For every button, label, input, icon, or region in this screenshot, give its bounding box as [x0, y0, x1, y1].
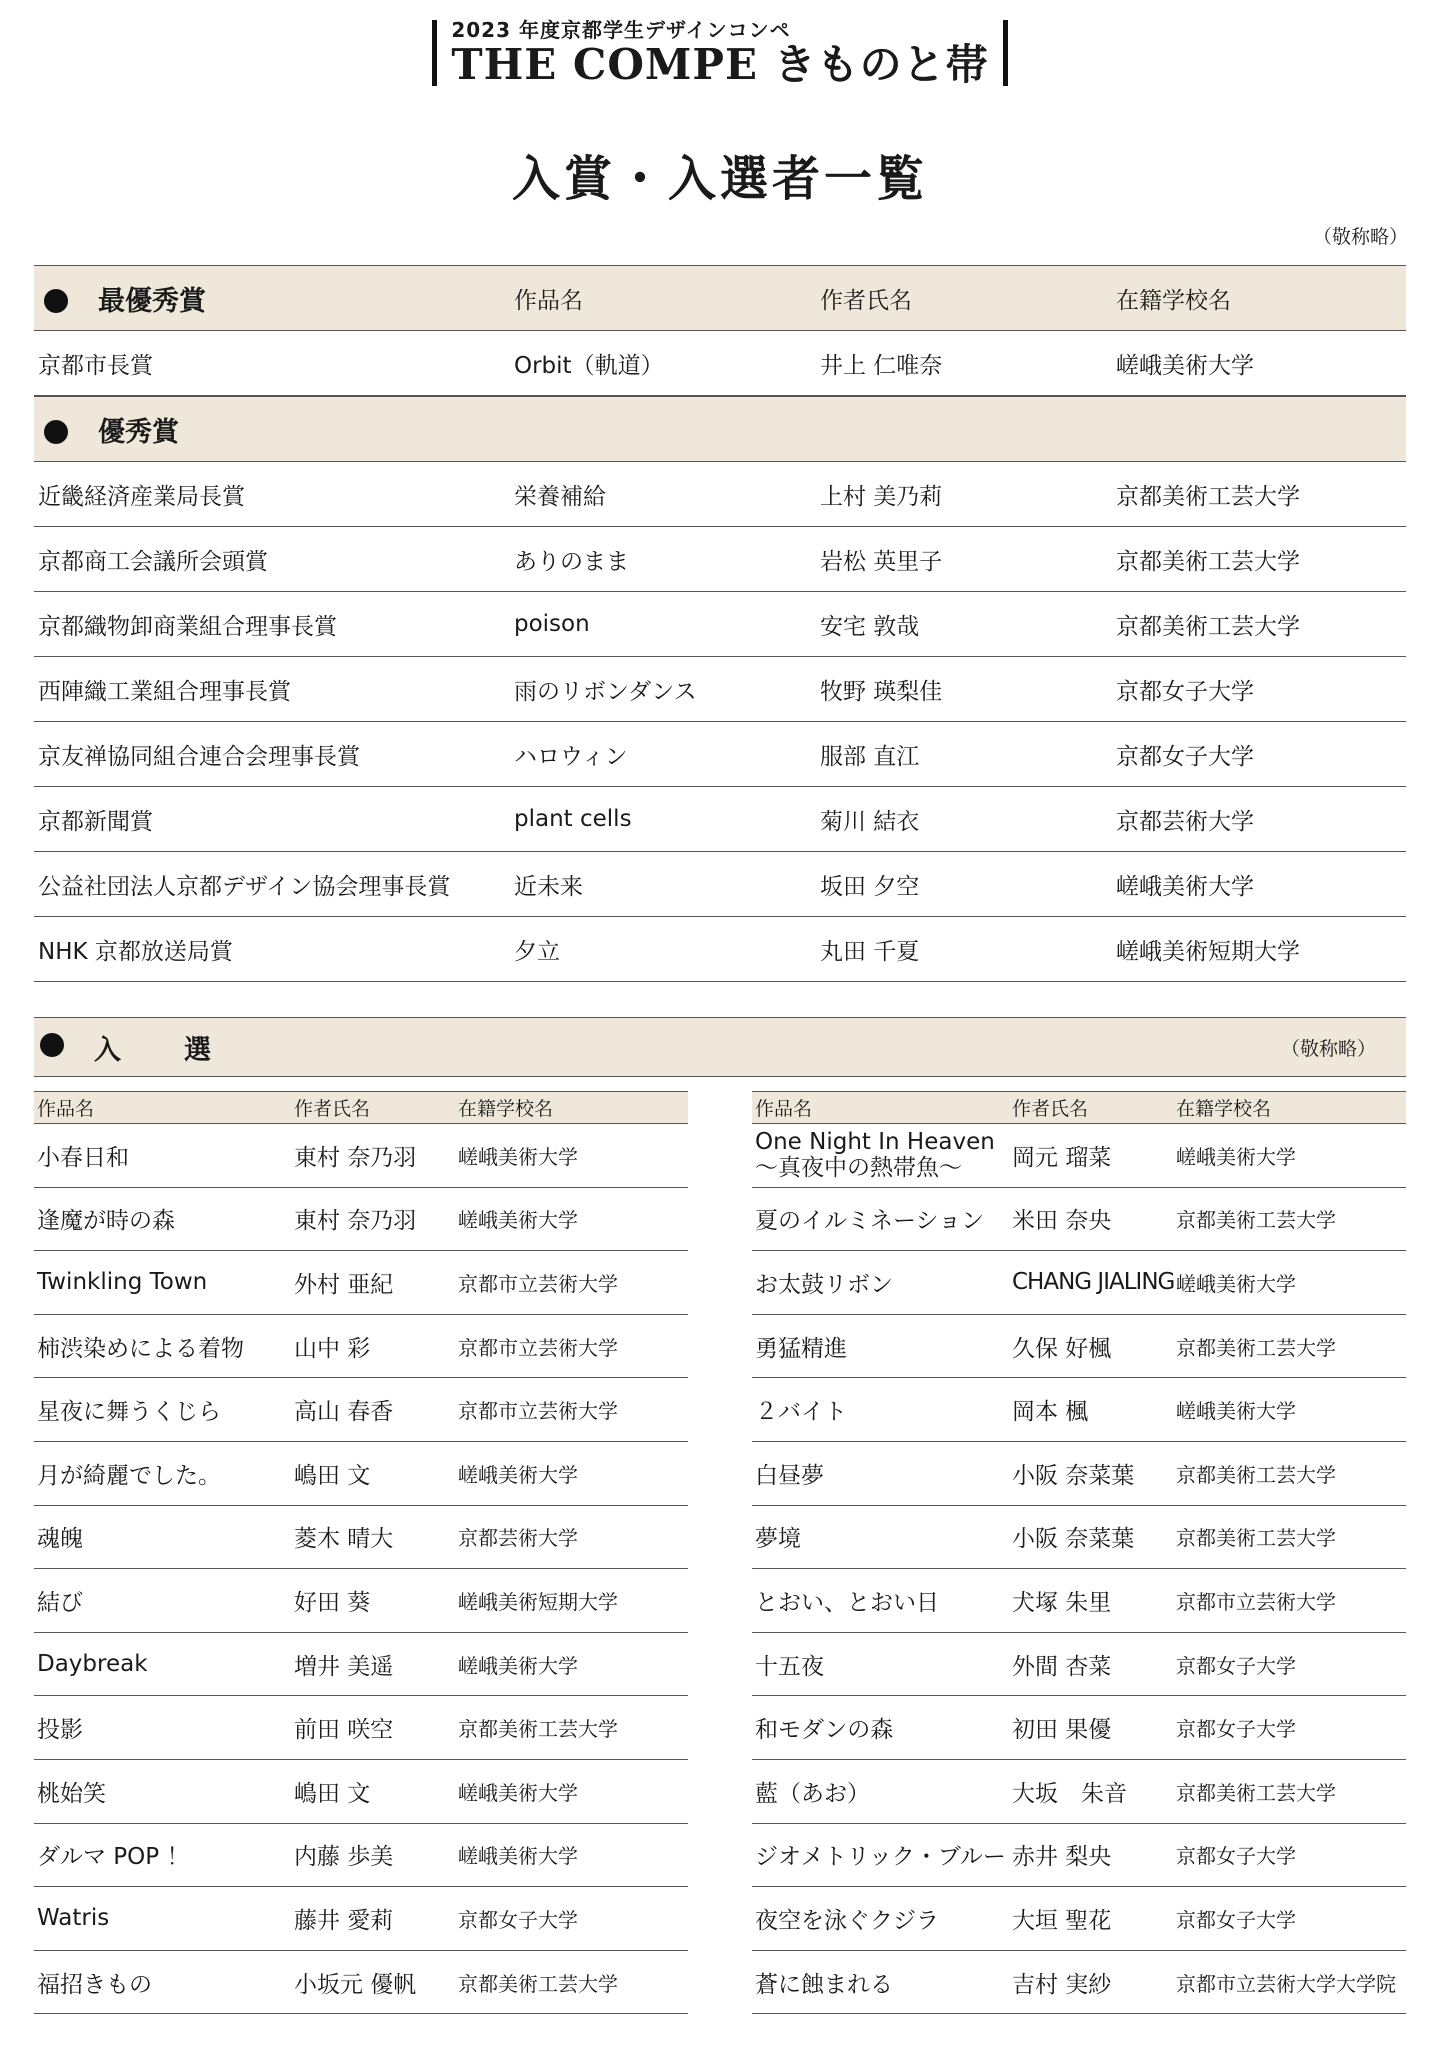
logo-title: THE COMPE きものと帯	[451, 40, 989, 89]
work-title: Orbit（軌道）	[514, 352, 664, 379]
work-title: 魂魄	[37, 1526, 83, 1553]
school-name: 京都女子大学	[458, 1907, 578, 1932]
table-row	[34, 1188, 688, 1252]
work-title: Daybreak	[37, 1651, 148, 1678]
work-title: 近未来	[514, 873, 583, 900]
award-name: 京都新聞賞	[38, 808, 153, 835]
work-title: ハロウィン	[514, 743, 628, 770]
author-name: 外間 杏菜	[1012, 1653, 1112, 1680]
author-name: 犬塚 朱里	[1012, 1589, 1112, 1616]
work-title: 逢魔が時の森	[37, 1208, 175, 1235]
table-row	[752, 1633, 1406, 1697]
category-label: 最優秀賞	[98, 285, 206, 317]
selected-table-right	[752, 1091, 1406, 2014]
author-name: 嶋田 文	[294, 1780, 371, 1807]
category-label: 優秀賞	[98, 416, 179, 448]
author-name: 嶋田 文	[294, 1462, 371, 1489]
table-row	[34, 1378, 688, 1442]
school-name: 嵯峨美術短期大学	[458, 1589, 618, 1614]
author-name: 高山 春香	[294, 1399, 394, 1426]
table-row	[752, 1442, 1406, 1506]
work-title: 小春日和	[37, 1144, 129, 1171]
table-row	[752, 1124, 1406, 1188]
author-name: 岩松 英里子	[820, 548, 943, 575]
author-name: 内藤 歩美	[294, 1844, 394, 1871]
work-title: 投影	[37, 1717, 83, 1744]
table-row	[34, 1251, 688, 1315]
school-name: 京都女子大学	[1176, 1717, 1296, 1742]
table-row	[34, 592, 1406, 657]
school-name: 京都市立芸術大学	[458, 1271, 618, 1296]
honorific-note: （敬称略）	[1312, 226, 1408, 248]
author-name: 大坂 朱音	[1012, 1780, 1127, 1807]
table-row	[34, 657, 1406, 722]
author-name: 東村 奈乃羽	[294, 1208, 417, 1235]
work-title: 白昼夢	[755, 1462, 824, 1489]
author-name: 米田 奈央	[1012, 1208, 1112, 1235]
award-name: 京都織物卸商業組合理事長賞	[38, 613, 337, 640]
author-name: 服部 直江	[820, 743, 920, 770]
school-name: 京都市立芸術大学	[458, 1335, 618, 1360]
author-name: CHANG JIALING	[1012, 1269, 1175, 1296]
bullet-icon	[40, 1033, 64, 1057]
table-row	[34, 1124, 688, 1188]
bullet-icon	[44, 420, 68, 444]
table-header	[34, 1091, 688, 1124]
work-title: 星夜に舞うくじら	[37, 1399, 221, 1426]
logo-subtitle: 2023 年度京都学生デザインコンペ	[451, 18, 791, 42]
table-row	[34, 1569, 688, 1633]
author-name: 坂田 夕空	[820, 873, 920, 900]
column-header-work: 作品名	[37, 1098, 95, 1120]
author-name: 赤井 梨央	[1012, 1844, 1112, 1871]
bullet-icon	[44, 289, 68, 313]
author-name: 菊川 結衣	[820, 808, 920, 835]
work-title: ２バイト	[755, 1399, 847, 1426]
work-title: 福招きもの	[37, 1971, 152, 1998]
school-name: 京都女子大学	[1116, 743, 1254, 770]
work-title: 勇猛精進	[755, 1335, 847, 1362]
work-subtitle-line: ～真夜中の熱帯魚～	[755, 1155, 962, 1182]
school-name: 京都美術工芸大学	[458, 1717, 618, 1742]
school-name: 京都美術工芸大学	[1116, 548, 1300, 575]
school-name: 京都美術工芸大学	[458, 1971, 618, 1996]
school-name: 京都女子大学	[1116, 678, 1254, 705]
award-name: NHK 京都放送局賞	[38, 938, 233, 965]
author-name: 岡本 楓	[1012, 1399, 1089, 1426]
column-header-author: 作者氏名	[294, 1098, 371, 1120]
column-header-author: 作者氏名	[820, 287, 912, 314]
author-name: 大垣 聖花	[1012, 1907, 1112, 1934]
school-name: 京都美術工芸大学	[1176, 1526, 1336, 1551]
school-name: 嵯峨美術大学	[1176, 1144, 1296, 1169]
author-name: 前田 咲空	[294, 1717, 394, 1744]
table-row	[34, 1696, 688, 1760]
page-title: 入賞・入選者一覧	[511, 151, 928, 207]
column-header-school: 在籍学校名	[1176, 1098, 1272, 1120]
school-name: 京都美術工芸大学	[1176, 1335, 1336, 1360]
work-title: 夢境	[755, 1526, 801, 1553]
table-row	[752, 1378, 1406, 1442]
table-row	[34, 722, 1406, 787]
work-title: 栄養補給	[514, 483, 606, 510]
work-title: ジオメトリック・ブルー	[755, 1844, 1006, 1871]
table-row	[34, 1887, 688, 1951]
table-row	[752, 1760, 1406, 1824]
school-name: 京都芸術大学	[1116, 808, 1254, 835]
work-title: ありのまま	[514, 548, 629, 575]
author-name: 小阪 奈菜葉	[1012, 1526, 1135, 1553]
logo	[432, 18, 1007, 89]
work-title: 十五夜	[755, 1653, 824, 1680]
school-name: 嵯峨美術大学	[458, 1653, 578, 1678]
work-title: 雨のリボンダンス	[514, 678, 697, 705]
table-row	[752, 1251, 1406, 1315]
table-row	[34, 527, 1406, 592]
author-name: 吉村 実紗	[1012, 1971, 1112, 1998]
table-row	[752, 1506, 1406, 1570]
author-name: 牧野 瑛梨佳	[820, 678, 943, 705]
table-header	[752, 1091, 1406, 1124]
author-name: 安宅 敦哉	[820, 613, 920, 640]
school-name: 京都女子大学	[1176, 1844, 1296, 1869]
work-title: Twinkling Town	[37, 1269, 208, 1296]
table-row	[752, 1569, 1406, 1633]
work-title: 夜空を泳ぐクジラ	[755, 1907, 939, 1934]
table-row	[34, 462, 1406, 527]
school-name: 京都女子大学	[1176, 1653, 1296, 1678]
work-title: とおい、とおい日	[755, 1589, 939, 1616]
school-name: 嵯峨美術大学	[1116, 873, 1254, 900]
table-row	[34, 852, 1406, 917]
author-name: 外村 亜紀	[294, 1271, 394, 1298]
school-name: 嵯峨美術大学	[458, 1780, 578, 1805]
school-name: 嵯峨美術大学	[458, 1208, 578, 1233]
school-name: 京都美術工芸大学	[1116, 483, 1300, 510]
school-name: 京都市立芸術大学	[1176, 1589, 1336, 1614]
header	[0, 18, 1440, 89]
work-title: 和モダンの森	[755, 1717, 894, 1744]
award-name: 京都商工会議所会頭賞	[38, 548, 268, 575]
author-name: 上村 美乃莉	[820, 483, 943, 510]
school-name: 嵯峨美術大学	[1116, 352, 1254, 379]
table-row	[34, 787, 1406, 852]
column-header-school: 在籍学校名	[458, 1098, 554, 1120]
work-title: 月が綺麗でした。	[37, 1462, 221, 1489]
work-title: 夏のイルミネーション	[755, 1208, 985, 1235]
school-name: 京都女子大学	[1176, 1907, 1296, 1932]
school-name: 京都芸術大学	[458, 1526, 578, 1551]
work-title: 夕立	[514, 938, 560, 965]
school-name: 京都市立芸術大学大学院	[1176, 1971, 1396, 1996]
selected-table-left	[34, 1091, 688, 2014]
school-name: 嵯峨美術大学	[1176, 1399, 1296, 1424]
grand-prize-header	[34, 265, 1406, 331]
school-name: 嵯峨美術大学	[458, 1844, 578, 1869]
author-name: 増井 美遥	[294, 1653, 394, 1680]
work-title: poison	[514, 611, 590, 637]
table-row	[752, 1188, 1406, 1252]
school-name: 京都美術工芸大学	[1116, 613, 1300, 640]
school-name: 嵯峨美術大学	[458, 1462, 578, 1487]
author-name: 久保 好楓	[1012, 1335, 1112, 1362]
table-row	[34, 1951, 688, 2015]
selected-header	[34, 1017, 1406, 1077]
work-title	[752, 1129, 1012, 1182]
author-name: 藤井 愛莉	[294, 1907, 394, 1934]
work-title: 桃始笑	[37, 1780, 106, 1807]
author-name: 岡元 瑠菜	[1012, 1144, 1112, 1171]
author-name: 丸田 千夏	[820, 938, 920, 965]
work-title: お太鼓リボン	[755, 1271, 893, 1298]
work-title-line: One Night In Heaven	[755, 1128, 995, 1155]
school-name: 嵯峨美術短期大学	[1116, 938, 1300, 965]
table-row	[34, 1315, 688, 1379]
table-row	[752, 1315, 1406, 1379]
award-name: 京友禅協同組合連合会理事長賞	[38, 743, 360, 770]
work-title: plant cells	[514, 806, 632, 832]
table-row	[752, 1951, 1406, 2015]
column-header-work: 作品名	[514, 287, 583, 314]
award-name: 公益社団法人京都デザイン協会理事長賞	[38, 873, 451, 900]
column-header-work: 作品名	[755, 1098, 813, 1120]
work-title: ダルマ POP ！	[37, 1844, 190, 1871]
table-row	[34, 1442, 688, 1506]
table-row	[752, 1696, 1406, 1760]
column-header-author: 作者氏名	[1012, 1098, 1089, 1120]
column-header-school: 在籍学校名	[1116, 287, 1231, 314]
school-name: 京都美術工芸大学	[1176, 1208, 1336, 1233]
table-row	[34, 1506, 688, 1570]
table-row	[34, 1633, 688, 1697]
work-title: Watris	[37, 1905, 110, 1932]
table-row	[752, 1824, 1406, 1888]
author-name: 山中 彩	[294, 1335, 371, 1362]
school-name: 嵯峨美術大学	[458, 1144, 578, 1169]
author-name: 小阪 奈菜葉	[1012, 1462, 1135, 1489]
category-label: 入 選	[94, 1034, 229, 1066]
table-row	[34, 917, 1406, 982]
work-title: 結び	[37, 1589, 83, 1616]
honorific-note: （敬称略）	[1280, 1037, 1376, 1060]
table-row	[34, 1824, 688, 1888]
author-name: 井上 仁唯奈	[820, 352, 943, 379]
work-title: 柿渋染めによる着物	[37, 1335, 244, 1362]
table-row	[34, 1760, 688, 1824]
award-name: 西陣織工業組合理事長賞	[38, 678, 291, 705]
work-title: 藍（あお）	[755, 1780, 870, 1807]
grand-prize-section	[34, 265, 1406, 982]
author-name: 好田 葵	[294, 1589, 371, 1616]
school-name: 京都美術工芸大学	[1176, 1462, 1336, 1487]
work-title: 蒼に蝕まれる	[755, 1971, 893, 1998]
school-name: 嵯峨美術大学	[1176, 1271, 1296, 1296]
excellence-header	[34, 396, 1406, 462]
award-name: 近畿経済産業局長賞	[38, 483, 245, 510]
school-name: 京都美術工芸大学	[1176, 1780, 1336, 1805]
author-name: 初田 果優	[1012, 1717, 1112, 1744]
school-name: 京都市立芸術大学	[458, 1399, 618, 1424]
author-name: 菱木 晴大	[294, 1526, 394, 1553]
table-row	[34, 331, 1406, 396]
author-name: 東村 奈乃羽	[294, 1144, 417, 1171]
table-row	[752, 1887, 1406, 1951]
award-name: 京都市長賞	[38, 352, 153, 379]
author-name: 小坂元 優帆	[294, 1971, 417, 1998]
